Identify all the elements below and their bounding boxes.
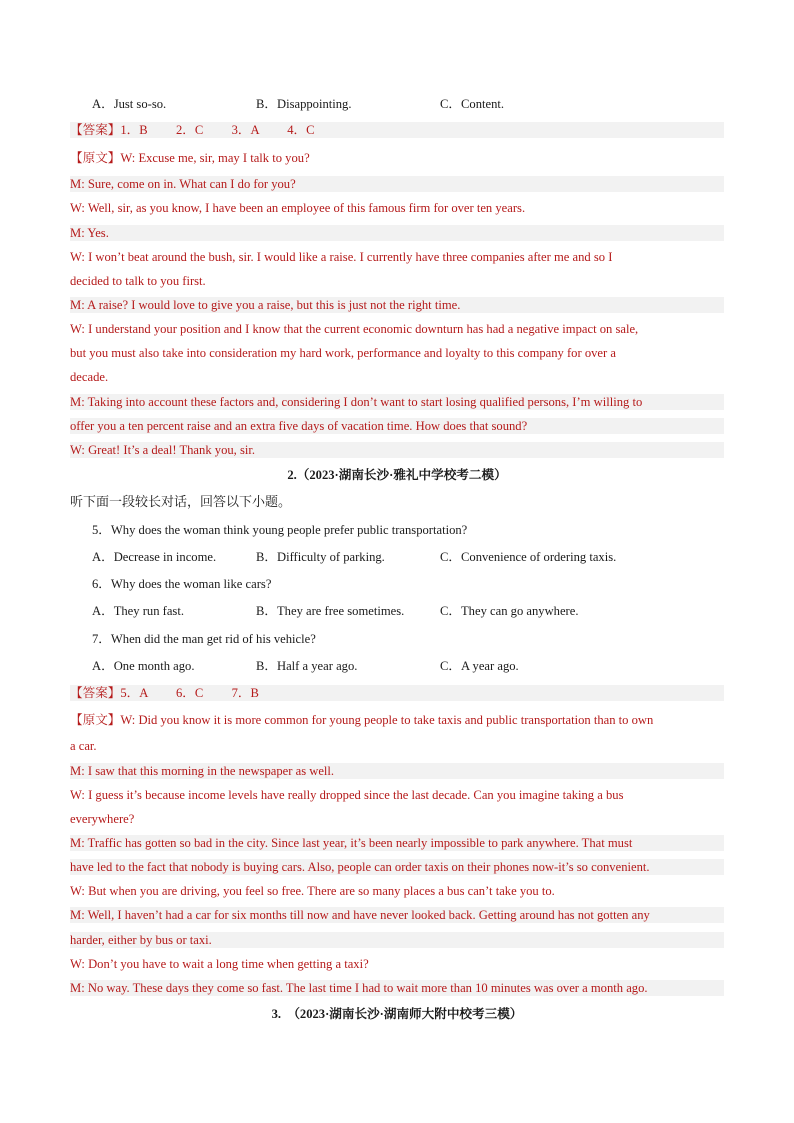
transcript-line: W: Well, sir, as you know, I have been an employee of this famous firm for over ten years.: [70, 201, 526, 215]
original-line-2: [70, 712, 724, 728]
q6-option-b: B．They are free sometimes.: [256, 604, 405, 618]
transcript-line: W: Excuse me, sir, may I talk to you?: [120, 151, 310, 165]
instruction: 听下面一段较长对话，回答以下小题。: [70, 494, 292, 509]
transcript-line: M: I saw that this morning in the newspaper as well.: [70, 763, 724, 779]
transcript-line: W: Great! It’s a deal! Thank you, sir.: [70, 442, 724, 458]
transcript-line: harder, either by bus or taxi.: [70, 932, 724, 948]
transcript-line: W: I understand your position and I know that the current economic downturn has had a negative impact on sale,: [70, 322, 639, 336]
q7-option-b: B．Half a year ago.: [256, 659, 358, 673]
q5-option-b: B．Difficulty of parking.: [256, 550, 385, 564]
q4-option-a: A．Just so-so.: [92, 97, 167, 111]
answer-tag: 【答案】: [70, 686, 121, 700]
transcript-line: offer you a ten percent raise and an extra five days of vacation time. How does that sound?: [70, 418, 724, 434]
q5-option-a: A．Decrease in income.: [92, 550, 217, 564]
q6-option-c: C．They can go anywhere.: [440, 604, 579, 618]
answer-text: 5．A 6．C 7．B: [120, 686, 259, 700]
transcript-line: W: I guess it’s because income levels have really dropped since the last decade. Can you imagine taking a bus: [70, 788, 624, 802]
q7-option-a: A．One month ago.: [92, 659, 195, 673]
answer-line-2: [70, 685, 724, 701]
q4-option-b: B．Disappointing.: [256, 97, 352, 111]
answer-tag: 【答案】: [70, 123, 121, 137]
transcript-line: M: Sure, come on in. What can I do for you?: [70, 176, 724, 192]
question-7: 7．When did the man get rid of his vehicle?: [92, 632, 316, 646]
transcript-line: but you must also take into consideration my hard work, performance and loyalty to this company for over a: [70, 346, 616, 360]
section-heading: 3. （2023·湖南长沙·湖南师大附中校考三模）: [271, 1007, 523, 1021]
transcript-line: M: Yes.: [70, 225, 724, 241]
transcript-line: W: I won’t beat around the bush, sir. I would like a raise. I currently have three companies after me and so I: [70, 250, 613, 264]
question-6: 6．Why does the woman like cars?: [92, 577, 272, 591]
q7-option-c: C．A year ago.: [440, 659, 519, 673]
q6-option-a: A．They run fast.: [92, 604, 184, 618]
answer-text: 1．B 2．C 3．A 4．C: [120, 123, 315, 137]
question-5: 5．Why does the woman think young people prefer public transportation?: [92, 523, 468, 537]
original-tag: 【原文】: [70, 713, 121, 727]
transcript-line: M: A raise? I would love to give you a raise, but this is just not the right time.: [70, 297, 724, 313]
original-line-1: [70, 150, 724, 166]
section-heading: 2.（2023·湖南长沙·雅礼中学校考二模）: [287, 468, 507, 482]
transcript-line: have led to the fact that nobody is buying cars. Also, people can order taxis on their phones now-it’s so convenient.: [70, 859, 724, 875]
transcript-line: M: No way. These days they come so fast. The last time I had to wait more than 10 minutes was over a month ago.: [70, 980, 724, 996]
q5-option-c: C．Convenience of ordering taxis.: [440, 550, 617, 564]
transcript-line: W: Did you know it is more common for young people to take taxis and public transportation than to own: [120, 713, 654, 727]
transcript-line: everywhere?: [70, 812, 135, 826]
transcript-line: M: Taking into account these factors and, considering I don’t want to start losing qualified persons, I’m willing to: [70, 394, 724, 410]
transcript-line: decade.: [70, 370, 109, 384]
answer-line-1: [70, 122, 724, 138]
transcript-line: W: Don’t you have to wait a long time when getting a taxi?: [70, 957, 369, 971]
original-tag: 【原文】: [70, 151, 121, 165]
transcript-line: M: Well, I haven’t had a car for six months till now and have never looked back. Getting around has not gotten any: [70, 907, 724, 923]
transcript-line: M: Traffic has gotten so bad in the city. Since last year, it’s been nearly impossible to park anywhere. That must: [70, 835, 724, 851]
transcript-line: a car.: [70, 739, 97, 753]
transcript-line: W: But when you are driving, you feel so free. There are so many places a bus can’t take you to.: [70, 884, 555, 898]
transcript-line: decided to talk to you first.: [70, 274, 206, 288]
q4-option-c: C．Content.: [440, 97, 505, 111]
